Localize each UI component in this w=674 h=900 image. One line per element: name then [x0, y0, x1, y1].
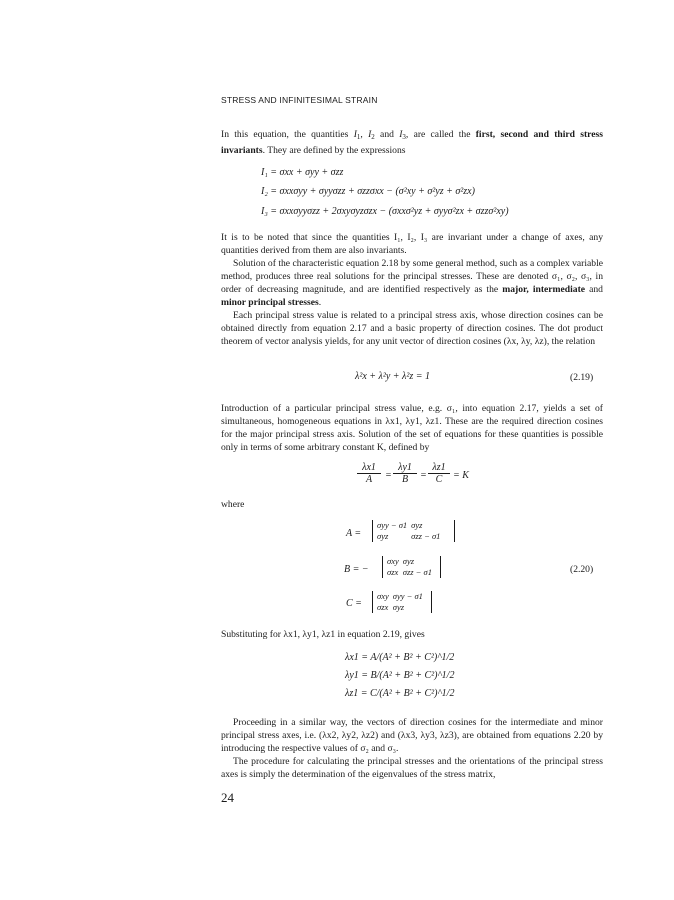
- equation-lambda-y1: λy1 = B/(A² + B² + C²)^1/2: [345, 670, 455, 681]
- equation-I1: I₁ = σxx + σyy + σzz: [261, 167, 344, 178]
- bold-term-major-intermediate: major, intermediate: [502, 284, 586, 295]
- frac-equals-1: =: [385, 470, 392, 481]
- equation-number-2-19: (2.19): [570, 372, 594, 383]
- equation-lambda-z1: λz1 = C/(A² + B² + C²)^1/2: [345, 688, 455, 699]
- paragraph-substituting: Substituting for λx1, λy1, λz1 in equation 2.19, gives: [221, 629, 425, 640]
- equation-number-2-20: (2.20): [570, 564, 594, 575]
- frac-denominator-2: B: [393, 473, 417, 485]
- equation-lambda-x1: λx1 = A/(A² + B² + C²)^1/2: [345, 652, 455, 663]
- equation-I3: I₃ = σxxσyyσzz + 2σxyσyzσzx − (σxxσ²yz + σyyσ²zx + σzzσ²xy): [261, 206, 509, 217]
- frac-numerator-1: λx1: [362, 462, 376, 473]
- det-A-r1c2: σyz: [411, 520, 423, 530]
- frac-denominator-1: A: [357, 473, 381, 485]
- frac-numerator-3: λz1: [432, 462, 446, 473]
- det-C-r1c2: σyy − σ1: [392, 591, 423, 601]
- paragraph-direction-cosines: Each principal stress value is related to a principal stress axis, whose direction cosines can be obtained directly from equation 2.17 and a basic property of direction cosines. The dot product theorem of vector analysis yields, for any unit vector of direction cosines (λx, λy, λz), the relation: [221, 310, 603, 347]
- bold-term-minor: minor principal stresses: [221, 297, 319, 308]
- paragraph-invariance-note: It is to be noted that since the quantities I₁, I₂, I₃ are invariant under a change of axes, any quantities derived from them are also invariants.: [221, 232, 603, 256]
- paragraph-invariants-intro: In this equation, the quantities $I_1$, $I_2$ and $I_3$, are called the first, second and third stress invariants. They are defined by the expressions: [221, 129, 603, 156]
- det-A-label: A =: [346, 528, 362, 539]
- where-label: where: [221, 499, 245, 510]
- bold-term-invariants: first, second and third stress invariants: [221, 129, 603, 156]
- det-B-r2c1: σzx: [387, 567, 399, 577]
- paragraph-principal-introduction: Introduction of a particular principal stress value, e.g. σ₁, into equation 2.17, yields a set of simultaneous, homogeneous equations in λx1, λy1, λz1. These are the required direction cosines for the major principal stress axis. Solution of the set of equations for these quantities is possible only in terms of some arbitrary constant K, defined by: [221, 403, 603, 453]
- det-B-r2c2: σzz − σ1: [402, 567, 432, 577]
- paragraph-eigenvalues: The procedure for calculating the principal stresses and the orientations of the principal stress axes is simply the determination of the eigenvalues of the stress matrix,: [221, 756, 603, 780]
- det-C-r2c1: σzx: [377, 602, 389, 612]
- det-B-label: B = −: [344, 564, 369, 575]
- det-A-r2c1: σyz: [377, 531, 389, 541]
- running-header: STRESS AND INFINITESIMAL STRAIN: [221, 95, 378, 105]
- frac-rhs-K: = K: [453, 470, 469, 481]
- frac-numerator-2: λy1: [398, 462, 412, 473]
- page-number: 24: [221, 790, 234, 805]
- paragraph-closing: [221, 716, 603, 781]
- det-A-r1c1: σyy − σ1: [377, 520, 408, 530]
- det-C-label: C =: [346, 598, 362, 609]
- frac-equals-2: =: [420, 470, 427, 481]
- det-C-r2c2: σyz: [392, 602, 405, 612]
- det-B-r1c2: σyz: [402, 556, 415, 566]
- equation-I2: I₂ = σxxσyy + σyyσzz + σzzσxx − (σ²xy + σ²yz + σ²zx): [261, 186, 475, 197]
- paragraph-body: [221, 231, 603, 348]
- det-C-r1c1: σxy: [377, 591, 389, 601]
- det-A-r2c2: σzz − σ1: [411, 531, 441, 541]
- equation-2-19: λ²x + λ²y + λ²z = 1: [355, 371, 430, 382]
- paragraph-intermediate-minor: Proceeding in a similar way, the vectors of direction cosines for the intermediate and minor principal stress axes, i.e. (λx2, λy2, λz2) and (λx3, λy3, λz3), are obtained from equations 2.20 by introducing the respective values of σ₂ and σ₃.: [221, 717, 603, 754]
- paragraph-characteristic-solution: Solution of the characteristic equation 2.18 by some general method, such as a complex variable method, produces three real solutions for the principal stresses. These are denoted σ₁, σ₂, σ₃, in order of decreasing magnitude, and are identified respectively as the major, intermediate and minor principal stresses.: [221, 258, 603, 308]
- frac-denominator-3: C: [428, 473, 450, 485]
- det-B-r1c1: σxy: [387, 556, 399, 566]
